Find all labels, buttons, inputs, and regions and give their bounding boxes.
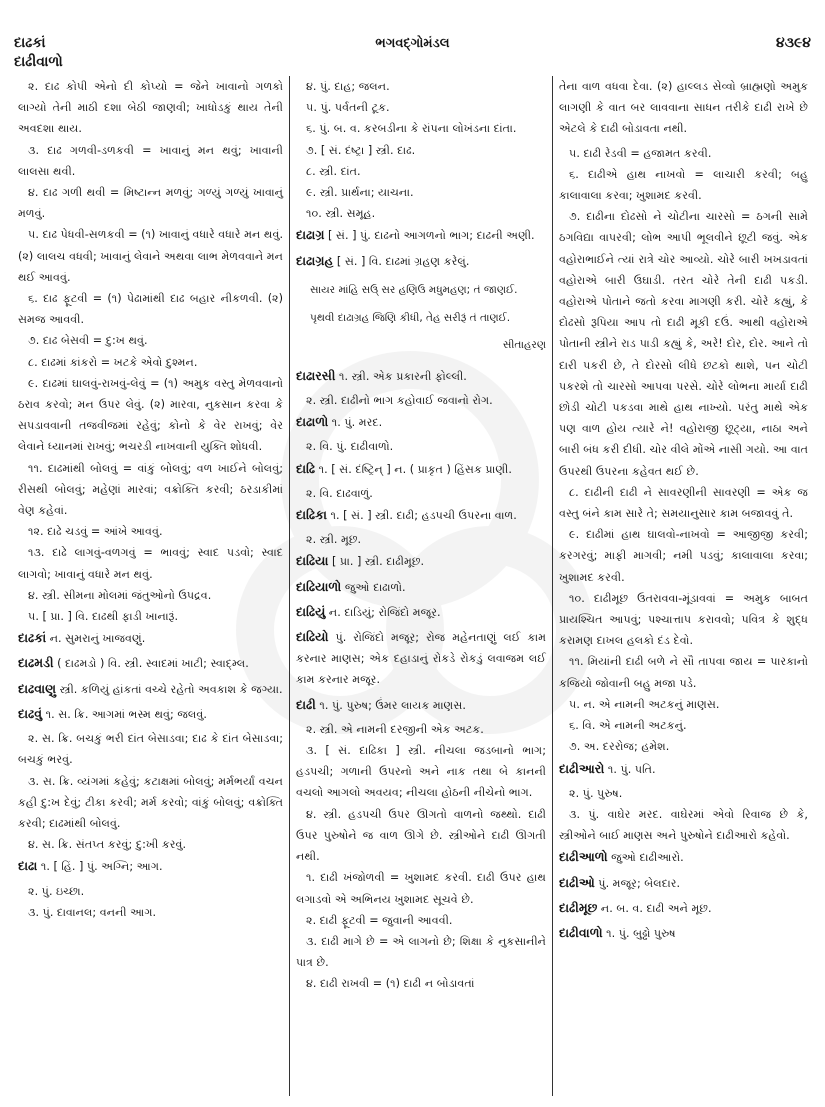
definition-text: ૧. [ સં. ] સ્ત્રી. દાઢી; હડપચી ઉપરના વાળ. — [326, 509, 517, 523]
headword: દાઢવું — [18, 705, 43, 721]
sense-definition: ૪. સ્ત્રી. હડપચી ઉપર ઊગતો વાળનો જથ્થો. દાઢી ઉપર પુરુષોને જ વાળ ઊગે છે. સ્ત્રીઓને દાઢી ઊગતી નથી. — [296, 807, 546, 864]
citation-verse: પૃથવી દાઢાગ્રહ જિણિ કીધી, તેહ સરીરૂં તં તાણઈ. — [310, 311, 511, 324]
sense-definition: ૬. દાઢીએ હાથ નાખવો = લાચારી કરવી; બહુ કાલાવાલા કરવા; ખુશામદ કરવી. — [559, 167, 808, 203]
definition-text: ૧. [ સં. દંષ્ટ્રિન્ ] ન. ( પ્રાકૃત ) હિંસક પ્રાણી. — [315, 462, 512, 476]
sense-definition: ૩. દાઢ ગળવી-ડળકવી = ખાવાનું મન થવું; ખાવાની લાલસા થવી. — [18, 143, 283, 178]
sense-definition: ૫. દાઢ પેધવી-સળકવી = (૧) ખાવાનું વધારે વધારે મન થવું. (૨) લાલચ વધવી; ખાવાનું લેવાને અથવા લાભ મેળવવાને મન થઈ આવવું. — [18, 228, 283, 284]
headword: દાઢિકા — [296, 507, 327, 523]
column-1 — [14, 76, 289, 1096]
sense-definition: ૪. પું. દાહ; જલન. — [306, 80, 390, 93]
dictionary-entry — [296, 224, 546, 246]
column-2 — [289, 76, 552, 1096]
dictionary-entry — [296, 576, 546, 598]
headword: દાઢારસી — [296, 367, 336, 383]
sense-definition: ૧૧. દાઢમાંથી બોલવું = વાંકું બોલવું; વળ ખાઈને બોલવું; રીસથી બોલવું; મહેણાં મારવાં; વક્રોક્તિ કરવી; ઠરડાકીમાં વેણ કહેવાં. — [18, 461, 283, 518]
dictionary-entry — [296, 504, 546, 526]
citation-source: સીતાહરણ — [502, 339, 546, 352]
sense-definition: ૧૦. સ્ત્રી. સમૂહ. — [306, 207, 376, 221]
sense-definition: ૪. સ. ક્રિ. સંતપ્ત કરવું; દુ:ખી કરવું. — [28, 838, 187, 852]
sense-definition: ૬. દાઢ ફૂટવી = (૧) પેઢામાંથી દાઢ બહાર નીકળવી. (૨) સમજ આવવી. — [18, 292, 283, 327]
page-header — [14, 32, 811, 54]
headword: દાઢમડી — [18, 655, 54, 671]
sense-definition: ૨. પું. ઇચ્છા. — [28, 884, 85, 898]
headword: દાઢાગ્રહ — [296, 252, 334, 268]
dictionary-entry — [296, 458, 546, 480]
dictionary-entry — [18, 652, 283, 674]
guide-word-last: દાઢીવાળો — [14, 54, 63, 70]
headword: દાઢિયું — [296, 603, 326, 619]
dictionary-entry — [18, 627, 283, 649]
definition-text: ૧. [ હિં. ] પું. અગ્નિ; આગ. — [37, 860, 163, 874]
headword: દાઢિ — [296, 460, 316, 476]
headword: દાઢા — [18, 858, 38, 874]
definition-text: ૧. પું. મરદ. — [328, 416, 383, 430]
sense-definition: ૪. દાઢી રાખવી = (૧) દાઢી ન બોડાવતાં — [306, 977, 475, 991]
headword: દાઢી — [296, 696, 316, 712]
sense-definition: ૨. સ. ક્રિ. બચકું ભરી દાંત બેસાડવા; દાઢ કે દાંત બેસાડવા; બચકું ભરવું. — [18, 732, 283, 767]
dictionary-entry — [296, 601, 546, 623]
dictionary-entry — [296, 626, 546, 691]
sense-definition: ૫. ન. એ નામની અટકનું માણસ. — [569, 697, 720, 711]
dictionary-entry — [296, 411, 546, 433]
dictionary-entry — [18, 678, 283, 700]
headword: દાઢિયો — [296, 629, 329, 645]
headword: દાઢીઆરો — [559, 760, 605, 776]
sense-definition: ૫. [ પ્રા. ] વિ. દાઢથી ફાડી ખાનારૂં. — [28, 610, 179, 624]
headword: દાઢીવાળો — [559, 924, 603, 940]
dictionary-entry — [559, 758, 808, 780]
sense-definition: ૬. પું. બ. વ. કરબડીના કે રાંપના લોખંડના દાંતા. — [306, 122, 517, 136]
sense-definition: ૧૧. મિયાંની દાઢી બળે ને સૌ તાપવા જાય = પારકાનો કજિયો જોવાની બહુ મજા પડે. — [559, 655, 808, 690]
sense-definition: ૮. દાઢીની દાઢી ને સાવરણીની સાવરણી = એક જ વસ્તુ બંને કામ સારે તે; સમયાનુસાર કામ બજાવવું તે. — [559, 485, 808, 521]
sense-definition: ૩. [ સં. દાઢિકા ] સ્ત્રી. નીચલા જડબાનો ભાગ; હડપચી; ગળાની ઉપરનો અને નાક તથા બે કાનની વચલો આગલો અવયવ; નીચલા હોઠની નીચેનો ભાગ. — [296, 744, 546, 800]
sense-definition: ૧. દાઢી ખંજોળવી = ખુશામદ કરવી. દાઢી ઉપર હાથ લગાડવો એ અભિનય ખુશામદ સૂચવે છે. — [296, 871, 546, 906]
definition-text: જુઓ દાઢાળો. — [341, 580, 406, 594]
definition-text: જુઓ દાઢીઆરો. — [607, 851, 684, 865]
dictionary-entry — [559, 846, 808, 868]
definition-text: [ પ્રા. ] સ્ત્રી. દાઢીમૂછ. — [328, 555, 425, 569]
sense-definition: ૪. દાઢ ગળી થવી = મિષ્ટાન્ન મળવું; ગળ્યું ગળ્યું ખાવાનું મળવું. — [18, 186, 283, 221]
sense-definition: તેના વાળ વધવા દેવા. (૨) હાલ્લડ સેવ્વો બ્રાહ્મણો અમુક લાગણી કે વાત બર લાવવાના સાધન તરીકે દાઢી રાખે છે એટલે કે દાઢી બોડાવતા નથી. — [559, 80, 808, 136]
definition-text: ન. દાડિયું; રોજિંદો મજૂર. — [325, 605, 441, 619]
sense-definition: ૨. વિ. પું. દાઢીવાળો. — [306, 440, 394, 454]
definition-text: સ્ત્રી. કળિયું હાંકતાં વચ્ચે રહેતો અવકાશ કે જગ્યા. — [56, 682, 283, 696]
dictionary-entry — [18, 855, 283, 877]
sense-definition: ૩. સ. ક્રિ. વ્યંગમાં કહેવું; કટાક્ષમાં બોલવું; મર્મભર્યાં વચન કહી દુ:ખ દેવું; ટીકા કરવી; મર્મ કરવો; વાંકું બોલવું; વક્રોક્તિ કરવી; દાઢમાંથી બોલવું. — [18, 774, 283, 830]
headword: દાઢાગ્ર — [296, 227, 325, 243]
sense-definition: ૩. દાઢી માગે છે = એ લાગનો છે; શિક્ષા કે નુકસાનીને પાત્ર છે. — [296, 934, 546, 970]
dictionary-entry — [559, 872, 808, 894]
sense-definition: ૪. સ્ત્રી. સીમના મોલમાં જંતુઓનો ઉપદ્રવ. — [28, 588, 212, 602]
dictionary-entry — [296, 365, 546, 387]
dictionary-columns — [14, 76, 814, 1096]
sense-definition: ૫. પું. પર્વતની ટૂક. — [306, 101, 390, 115]
book-title: ભગવદ્ગોમંડલ — [375, 35, 450, 51]
sense-definition: ૭. દાઢ બેસવી = દુ:ખ થવું. — [28, 334, 148, 348]
dictionary-entry — [296, 250, 546, 272]
sense-definition: ૭. દાઢીના દોઢસો ને ચોટીના ચારસો = ઠગની સામે ઠગવિદ્યા વાપરવી; લોભ આપી ભૂલવીને છૂટી જવું. એક વહોરાભાઈને ત્યાં રાત્રે ચોર આવ્યો. ચોરે બારી ખખડાવતાં વહોરાએ બારી ઉઘાડી. તરત ચોરે તેની દાઢી પકડી. વહોરાએ પોતાને જતો કરવા માગણી કરી. ચોરે કહ્યું, કે દોઢસો રૂપિયા આપ તો દાઢી મૂકી દઉં. આથી વહોરાએ પોતાની સ્ત્રીને રાડ પાડી કહ્યું કે, અરે! દોર, દોર. આને તો દારી પકરી છે, તે દોરસો લીધે છટકો થાશે, પન ચોટી પકરશે તો ચારસો આપવા પરસે. ચોરે લોભના માર્યા દાઢી છોડી ચોટી પકડવા માથે હાથ નાખ્યો. પરંતુ માથે એક પણ વાળ હોય ત્યારે ને! વહોરાજી છૂટ્યા, નાઠા અને બારી બંધ કરી દીધી. ચોર વીલે મોંએ નાસી ગયો. આ વાત ઉપરથી ઉપરના કહેવત થઈ છે. — [559, 210, 808, 478]
sense-definition: ૨. વિ. દાઢવાળું. — [306, 486, 373, 500]
definition-text: ૧. પું. પતિ. — [604, 762, 656, 776]
sense-definition: ૫. દાઢી રેડવી = હજામત કરવી. — [569, 146, 712, 160]
definition-text: ન. સુમરાનું ખાજવણું. — [46, 632, 146, 646]
headword: દાઢવાણુ — [18, 680, 57, 696]
definition-text: ૧. સ. ક્રિ. આગમાં ભસ્મ થવું; જલવું. — [42, 707, 207, 721]
definition-text: ૧. પું. પુરુષ; ઉંમર લાયક માણસ. — [315, 698, 466, 712]
definition-text: ૧. પું. બુઢ્ઢો પુરુષ — [602, 926, 676, 940]
sense-definition: ૨. સ્ત્રી. દાઢીનો ભાગ કહોવાઈ જવાનો રોગ. — [306, 394, 493, 408]
sense-definition: ૩. પું. દાવાનલ; વનની આગ. — [28, 905, 157, 919]
headword: દાઢકાં — [18, 630, 47, 646]
sense-definition: ૨. દાઢી ફૂટવી = જુવાની આવવી. — [306, 913, 453, 927]
definition-text: પું. મજૂર; બેલદાર. — [594, 876, 681, 890]
definition-text: પું. રોજિંદો મજૂર; રોજ મહેનતાણું લઈ કામ કરનાર માણસ; એક દહાડાનું રોકડે રોકડું લવાજમ લઈ કામ કરનાર મજૂર. — [296, 631, 546, 687]
sense-definition: ૯. દાઢમાં ઘાલવું-રાખવું-લેવું = (૧) અમુક વસ્તુ મેળવવાનો ઠરાવ કરવો; મન ઉપર લેવું. (૨) મારવા, નુકસાન કરવા કે સપડાવવાની તજવીજમાં રહેવું; કોનો કે વેર રાખવું; વેર લેવાને ધ્યાનમાં રાખવું; ભચરડી નાખવાની યુક્તિ શોધવી. — [18, 376, 283, 454]
headword: દાઢિયા — [296, 553, 329, 569]
definition-text: ( દાઢમડો ) વિ. સ્ત્રી. સ્વાદમાં ખાટી; સ્વાદ્મ્લ. — [53, 657, 249, 671]
sense-definition: ૩. પું. વાઘેર મરદ. વાઘેરમાં એવો રિવાજ છે કે, સ્ત્રીઓને બાઈ માણસ અને પુરુષોને દાઢીઆરો કહેવો. — [559, 807, 808, 843]
sense-definition: ૨. દાઢ કોપી એનો દી કોપ્યો = જેને ખાવાનો ગળકો લાગ્યો તેની માઠી દશા બેઠી જાણવી; ખાધોડકું થાય તેની અવદશા થાય. — [18, 80, 283, 136]
sense-definition: ૯. દાઢીમાં હાથ ઘાલવો-નાખવો = આજીજી કરવી; કરગરવું; માફી માગવી; નમી પડવું; કાલાવાલા કરવા; ખુશામદ કરવી. — [559, 528, 808, 584]
page-number: ૪૩૯૪ — [776, 35, 811, 51]
dictionary-entry — [559, 922, 808, 944]
sense-definition: ૨. સ્ત્રી. મૂછ. — [306, 533, 362, 547]
sense-definition: ૧૨. દાઢે ચડવું = આંખે આવવું. — [28, 525, 163, 539]
sense-definition: ૨. સ્ત્રી. એ નામની દરજીની એક અટક. — [306, 722, 484, 736]
headword: દાઢિયાળો — [296, 578, 342, 594]
dictionary-entry — [296, 694, 546, 716]
dictionary-entry — [18, 703, 283, 725]
dictionary-entry — [559, 897, 808, 919]
headword: દાઢીઓ — [559, 874, 595, 890]
definition-text: [ સં. ] પું. દાઢનો આગળનો ભાગ; દાઢની અણી. — [324, 229, 535, 243]
sense-definition: ૭. અ. દરરોજ; હમેશ. — [569, 740, 670, 754]
headword: દાઢીઆળો — [559, 849, 608, 865]
definition-text: ન. બ. વ. દાઢી અને મૂછ. — [597, 901, 712, 915]
headword: દાઢીમૂછ — [559, 899, 598, 915]
sense-definition: ૬. વિ. એ નામની અટકનું. — [569, 719, 687, 733]
sense-definition: ૧૦. દાઢીમૂછ ઉતરાવવા-મૂંડાવવાં = અમુક બાબત પ્રાયશ્ચિત આપવું; પશ્ચાત્તાપ કરાવવો; પવિત્ર કે શુદ્ધ કરામણ દાખલ હલકો દંડ દેવો. — [559, 591, 808, 648]
sense-definition: ૯. સ્ત્રી. પ્રાર્થના; યાચના. — [306, 186, 414, 200]
definition-text: [ સં. ] વિ. દાઢમાં ગ્રહણ કરેલું. — [333, 254, 470, 268]
citation-verse: સાયર માંહિ સઉ્ સર હણિઉ મધુમહણ; તં જાણઈ. — [310, 284, 518, 297]
column-3 — [552, 76, 814, 1096]
headword: દાઢાળો — [296, 414, 329, 430]
sense-definition: ૨. પું. પુરુષ. — [569, 786, 623, 800]
definition-text: ૧. સ્ત્રી. એક પ્રકારની ફોલ્લી. — [335, 369, 467, 383]
sense-definition: ૧૩. દાઢે લાગવું-વળગવું = ભાવવું; સ્વાદ પડવો; સ્વાદ લાગવો; ખાવાનું વધારે મન થવું. — [18, 546, 283, 581]
sense-definition: ૭. [ સં. દંષ્ટ્રા ] સ્ત્રી. દાઢ. — [306, 143, 416, 157]
sense-definition: ૮. સ્ત્રી. દાંત. — [306, 164, 361, 178]
sense-definition: ૮. દાઢમાં કાંકરો = ખટકે એવો દુશ્મન. — [28, 355, 198, 369]
dictionary-entry — [296, 550, 546, 572]
guide-word-first: દાઢકાં — [14, 35, 46, 51]
